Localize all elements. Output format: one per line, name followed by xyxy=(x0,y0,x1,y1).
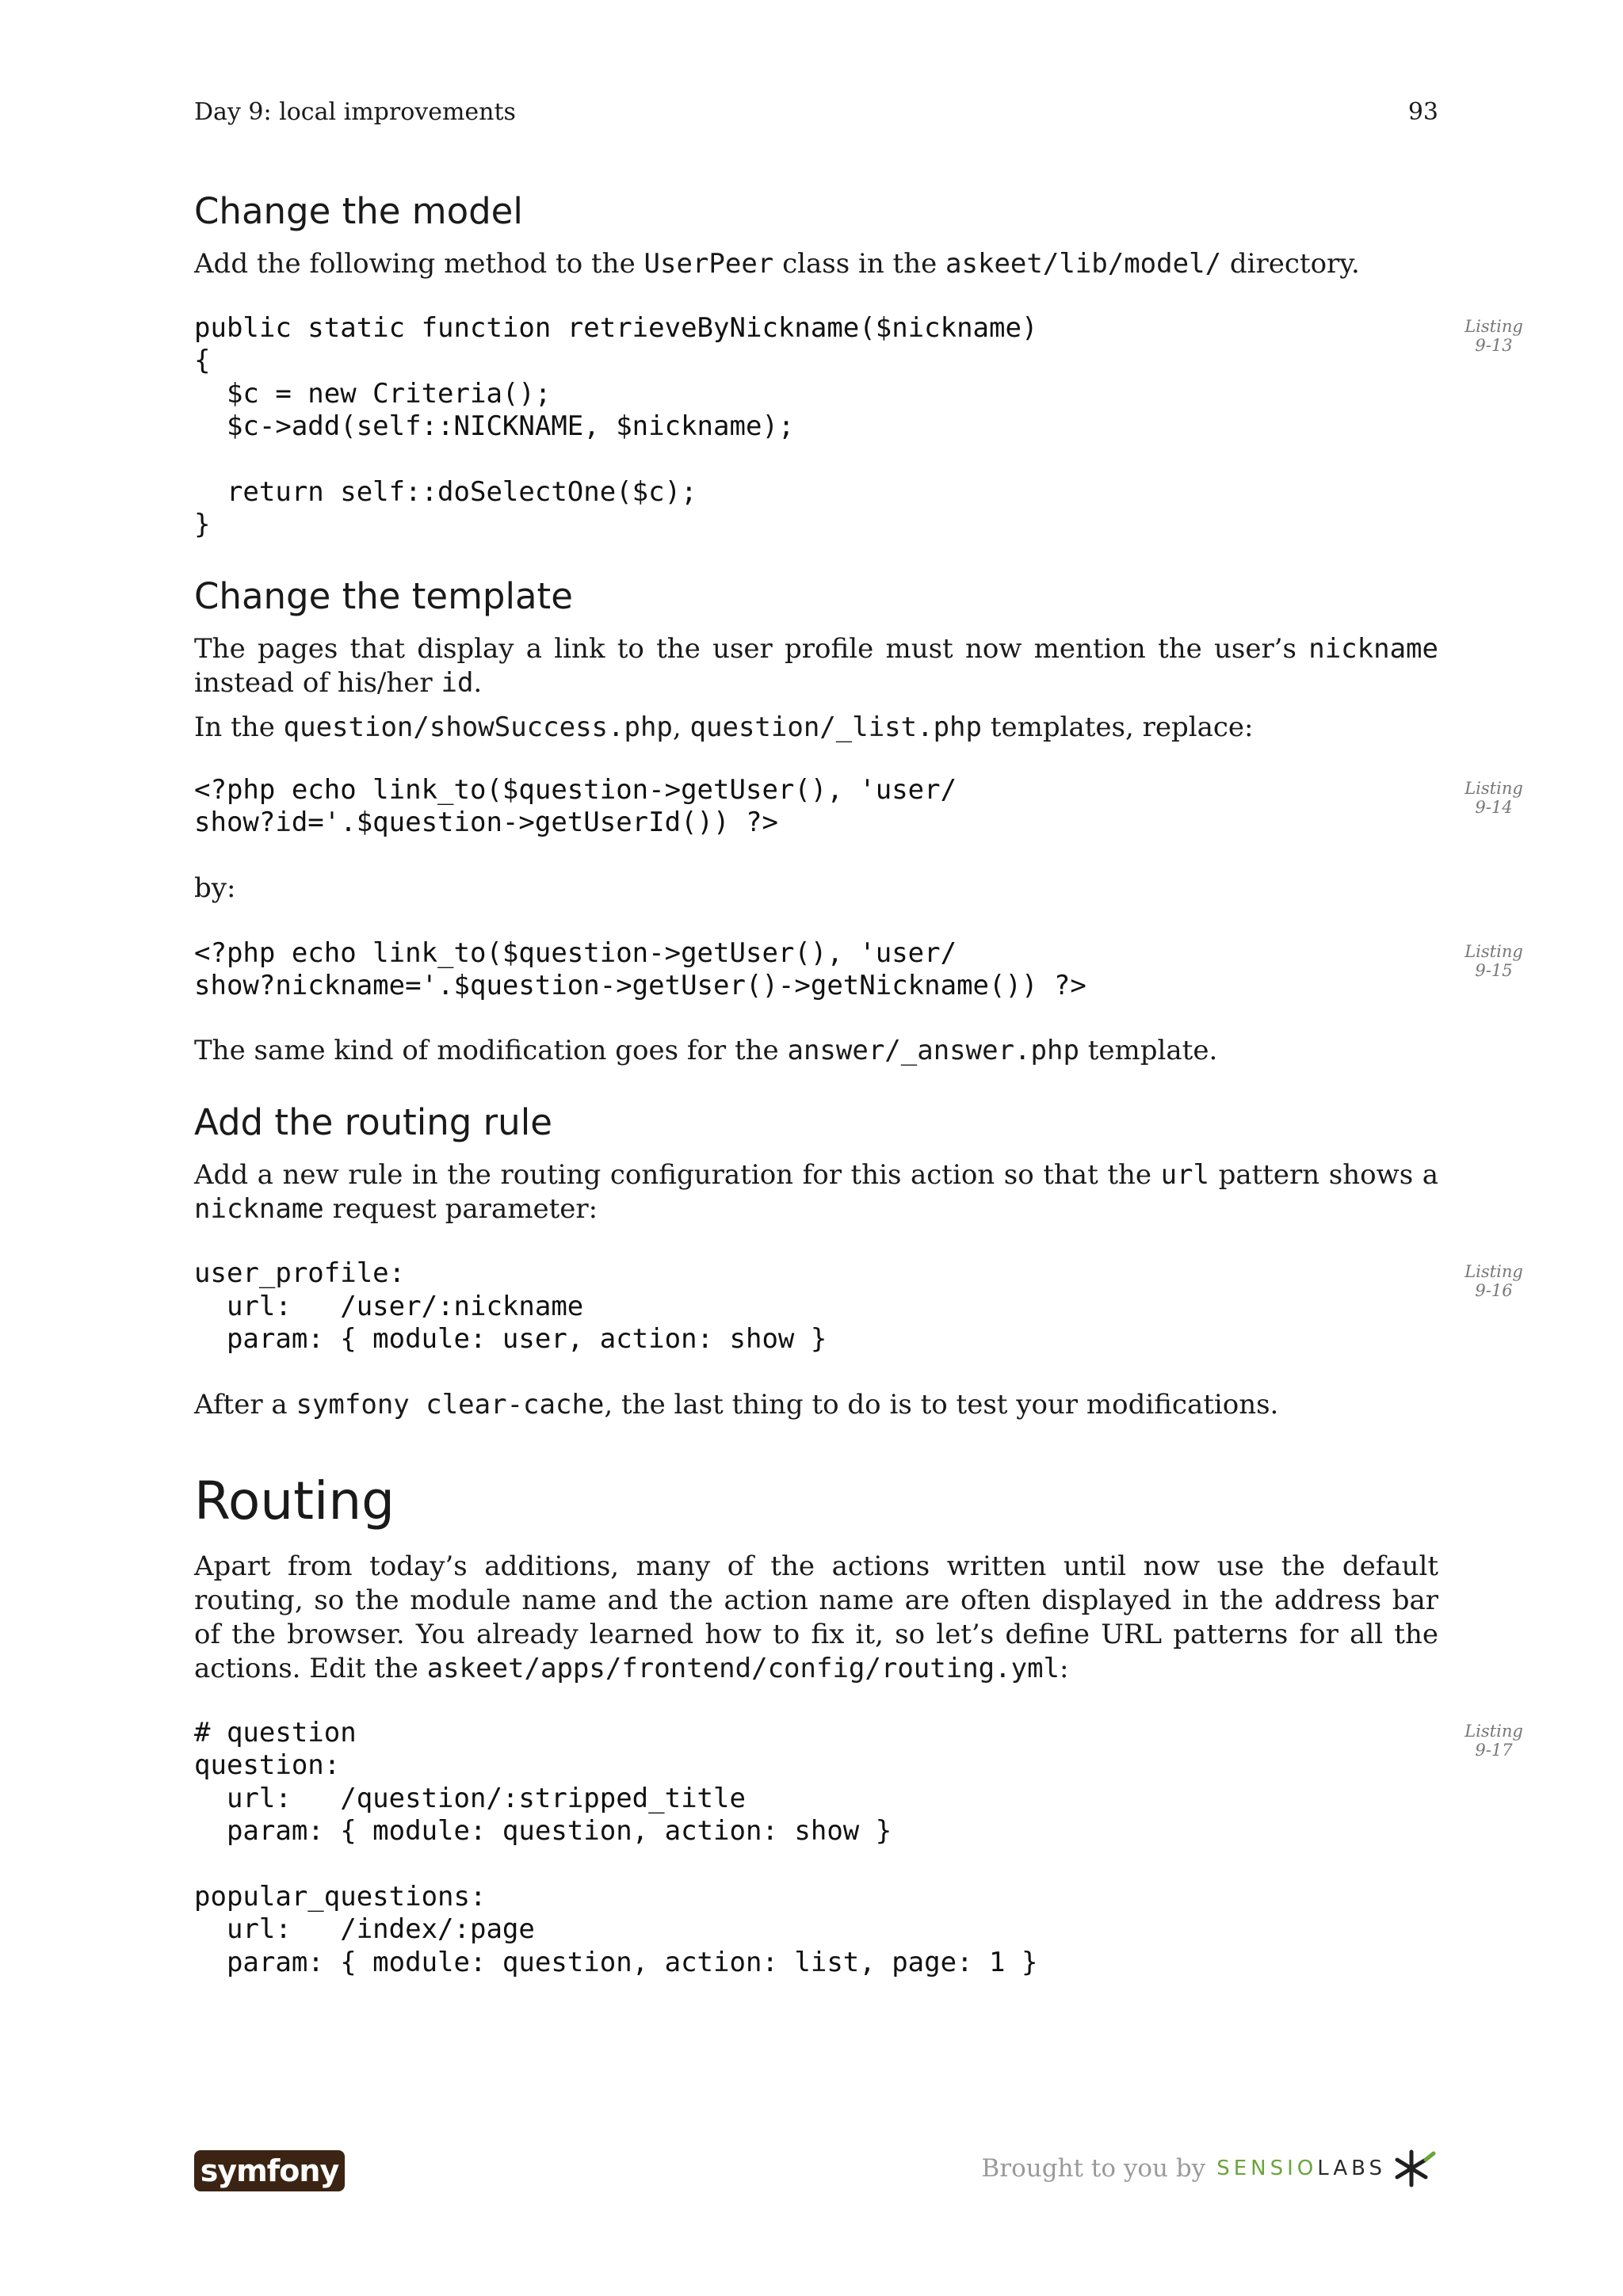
listing-label: Listing 9-13 xyxy=(1465,317,1523,355)
code-listing-9-17 xyxy=(194,1716,1523,1979)
template-paragraph-3: The same kind of modification goes for the answer/_answer.php template. xyxy=(194,1035,1218,1067)
code-block: <?php echo link_to($question->getUser(), 'user/ show?id='.$question->getUserId()) ?> xyxy=(194,773,957,839)
footer-credit xyxy=(975,2149,1438,2188)
sensiolabs-wordmark: SENSIOLABS xyxy=(1216,2157,1386,2180)
by-text: by: xyxy=(194,871,236,904)
symfony-logo xyxy=(194,2150,345,2191)
section-heading-template: Change the template xyxy=(194,574,573,617)
chapter-title: Day 9: local improvements xyxy=(194,98,516,126)
listing-label: Listing 9-16 xyxy=(1465,1262,1523,1301)
section-heading-routing-rule: Add the routing rule xyxy=(194,1101,552,1144)
code-listing-9-13 xyxy=(194,312,1523,542)
routing-rule-paragraph-1: Add a new rule in the routing configuration for this action so that the url pattern shows a nickname request parameter: xyxy=(194,1159,1438,1226)
brought-by-text: Brought to you by xyxy=(981,2154,1206,2183)
code-block: # question question: url: /question/:stripped_title param: { module: question, action: show } popular_questions: url: /index/:page param: { module: question, action: list, page: 1 } xyxy=(194,1716,1038,1978)
listing-label: Listing 9-14 xyxy=(1465,778,1523,817)
listing-label: Listing 9-17 xyxy=(1465,1721,1523,1760)
running-header xyxy=(194,98,1438,126)
main-content xyxy=(194,190,1523,1979)
model-intro-paragraph: Add the following method to the UserPeer class in the askeet/lib/model/ directory. xyxy=(194,248,1360,280)
sensiolabs-star-icon xyxy=(1394,2149,1438,2188)
page-number: 93 xyxy=(1407,98,1438,126)
code-listing-9-15 xyxy=(194,936,1523,1003)
code-block: public static function retrieveByNickname($nickname) { $c = new Criteria(); $c->add(self::NICKNAME, $nickname); return self::doSelectOne($c); } xyxy=(194,312,1038,541)
routing-paragraph-1: Apart from today’s additions, many of the actions written until now use the default routing, so the module name and the action name are often displayed in the address bar of the browser. You already learned how to fix it, so let’s define URL patterns for all the actions. Edit the askeet/apps/frontend/config/routing.yml: xyxy=(194,1550,1438,1684)
template-paragraph-2: In the question/showSuccess.php, question/_list.php templates, replace: xyxy=(194,711,1254,743)
code-listing-9-14 xyxy=(194,773,1523,840)
code-block: <?php echo link_to($question->getUser(), 'user/ show?nickname='.$question->getUser()->getNickname()) ?> xyxy=(194,936,1086,1002)
routing-rule-paragraph-2: After a symfony clear-cache, the last thing to do is to test your modifications. xyxy=(194,1388,1279,1421)
section-heading-model: Change the model xyxy=(194,190,523,232)
logo-text: symfony xyxy=(200,2153,339,2188)
code-block: user_profile: url: /user/:nickname param: { module: user, action: show } xyxy=(194,1257,827,1356)
listing-label: Listing 9-15 xyxy=(1465,941,1523,980)
chapter-heading-routing: Routing xyxy=(194,1470,395,1531)
template-paragraph-1: The pages that display a link to the user profile must now mention the user’s nickname instead of his/her id. xyxy=(194,632,1438,699)
code-listing-9-16 xyxy=(194,1257,1523,1356)
